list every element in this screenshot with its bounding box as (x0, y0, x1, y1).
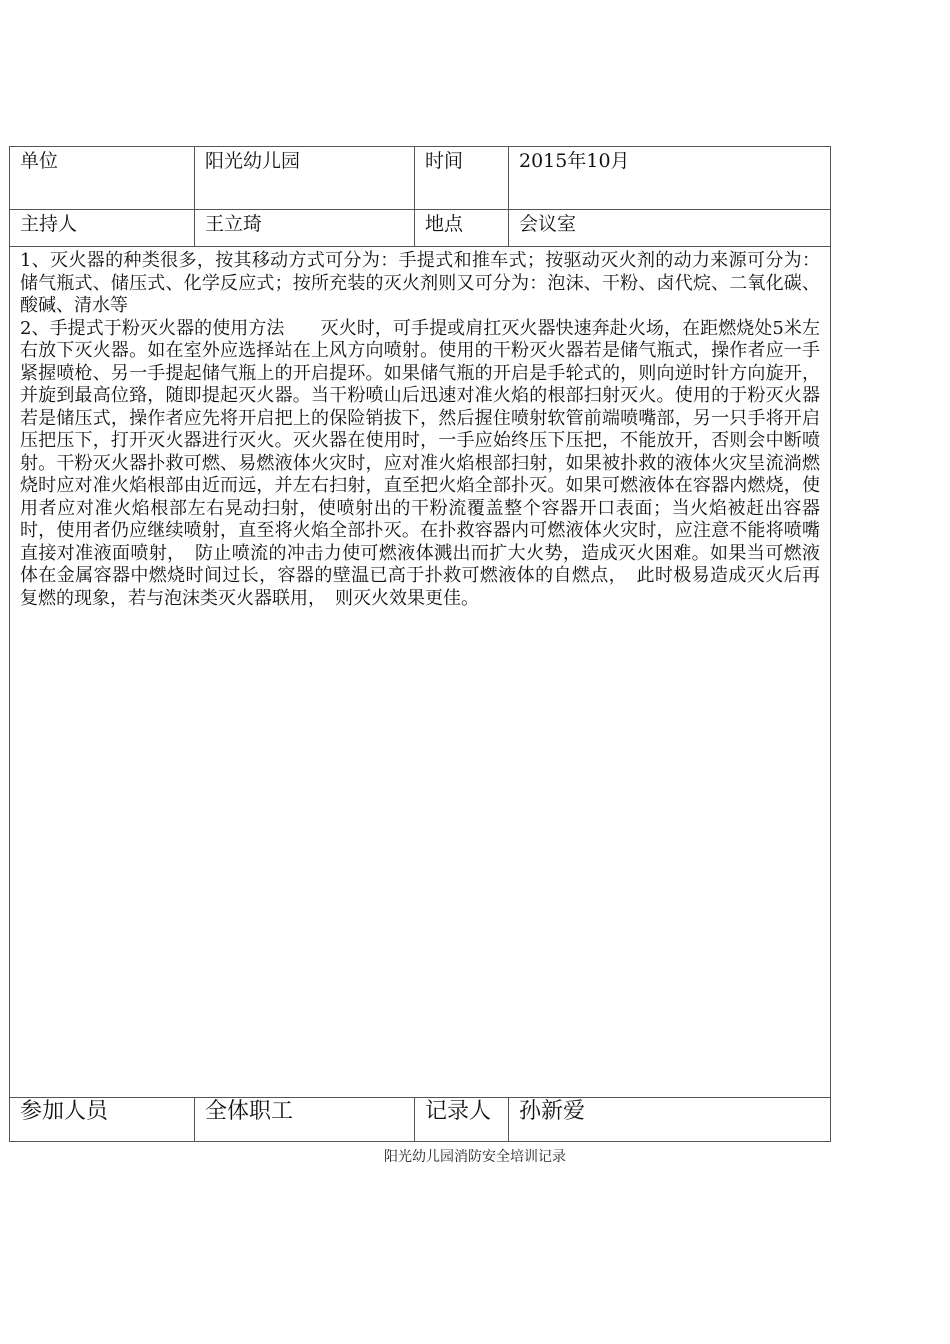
participants-value-cell (195, 1098, 415, 1142)
unit-label-cell (10, 147, 195, 210)
time-value-cell (509, 147, 831, 210)
recorder-label: 记录人 (425, 1099, 492, 1124)
participants-label-cell (10, 1098, 195, 1142)
recorder-value-cell (509, 1098, 831, 1142)
participants-label: 参加人员 (20, 1099, 109, 1124)
host-label: 主持人 (20, 213, 78, 235)
host-value: 王立琦 (205, 213, 263, 235)
time-value: 2015年10月 (519, 150, 630, 172)
host-row (10, 210, 831, 247)
document-caption: 阳光幼儿园消防安全培训记录 (384, 1149, 566, 1165)
place-value: 会议室 (519, 213, 577, 235)
content-paragraph: 2、手提式于粉灭火器的使用方法 灭火时，可手提或肩扛灭火器快速奔赴火场，在距燃烧处5米左右放下灭火器。如在室外应选择站在上风方向喷射。使用的干粉灭火器若是储气瓶式，操作者应一手紧握喷枪、另一手提起储气瓶上的开启提环。如果储气瓶的开启是手轮式的，则向逆时针方向旋开，并旋到最高位臵，随即提起灭火器。当干粉喷山后迅速对准火焰的根部扫射灭火。使用的于粉灭火器若是储压式，操作者应先将开启把上的保险销拔下，然后握住喷射软管前端喷嘴部，另一只手将开启压把压下，打开灭火器进行灭火。灭火器在使用时，一手应始终压下压把，不能放开，否则会中断喷射。干粉灭火器扑救可燃、易燃液体火灾时，应对准火焰根部扫射，如果被扑救的液体火灾呈流淌燃烧时应对准火焰根部由近而远，并左右扫射，直至把火焰全部扑灭。如果可燃液体在容器内燃烧，使用者应对准火焰根部左右晃动扫射，使喷射出的干粉流覆盖整个容器开口表面；当火焰被赶出容器时，使用者仍应继续喷射，直至将火焰全部扑灭。在扑救容器内可燃液体火灾时，应注意不能将喷嘴直接对准液面喷射， 防止喷流的冲击力使可燃液体溅出而扩大火势，造成灭火困难。如果当可燃液体在金属容器中燃烧时间过长，容器的壁温已高于扑救可燃液体的自燃点， 此时极易造成灭火后再复燃的现象，若与泡沫类灭火器联用， 则灭火效果更佳。 (20, 317, 820, 609)
unit-value: 阳光幼儿园 (205, 150, 301, 172)
host-value-cell (195, 210, 415, 247)
place-value-cell (509, 210, 831, 247)
content-paragraph: 1、灭火器的种类很多，按其移动方式可分为：手提式和推车式；按驱动灭火剂的动力来源可分为：储气瓶式、储压式、化学反应式；按所充装的灭火剂则又可分为：泡沫、干粉、卤代烷、二氧化碳、酸碱、清水等 (20, 250, 820, 316)
participants-value: 全体职工 (205, 1099, 294, 1124)
header-row (10, 147, 831, 210)
training-record-table (9, 146, 831, 1142)
unit-value-cell (195, 147, 415, 210)
unit-label: 单位 (20, 150, 59, 172)
content-row (10, 247, 831, 1098)
content-cell (10, 247, 831, 1098)
recorder-value: 孙新爱 (519, 1099, 586, 1124)
training-content (10, 247, 830, 610)
place-label: 地点 (425, 213, 464, 235)
time-label-cell (415, 147, 509, 210)
recorder-label-cell (415, 1098, 509, 1142)
footer-row (10, 1098, 831, 1142)
time-label: 时间 (425, 150, 464, 172)
place-label-cell (415, 210, 509, 247)
host-label-cell (10, 210, 195, 247)
